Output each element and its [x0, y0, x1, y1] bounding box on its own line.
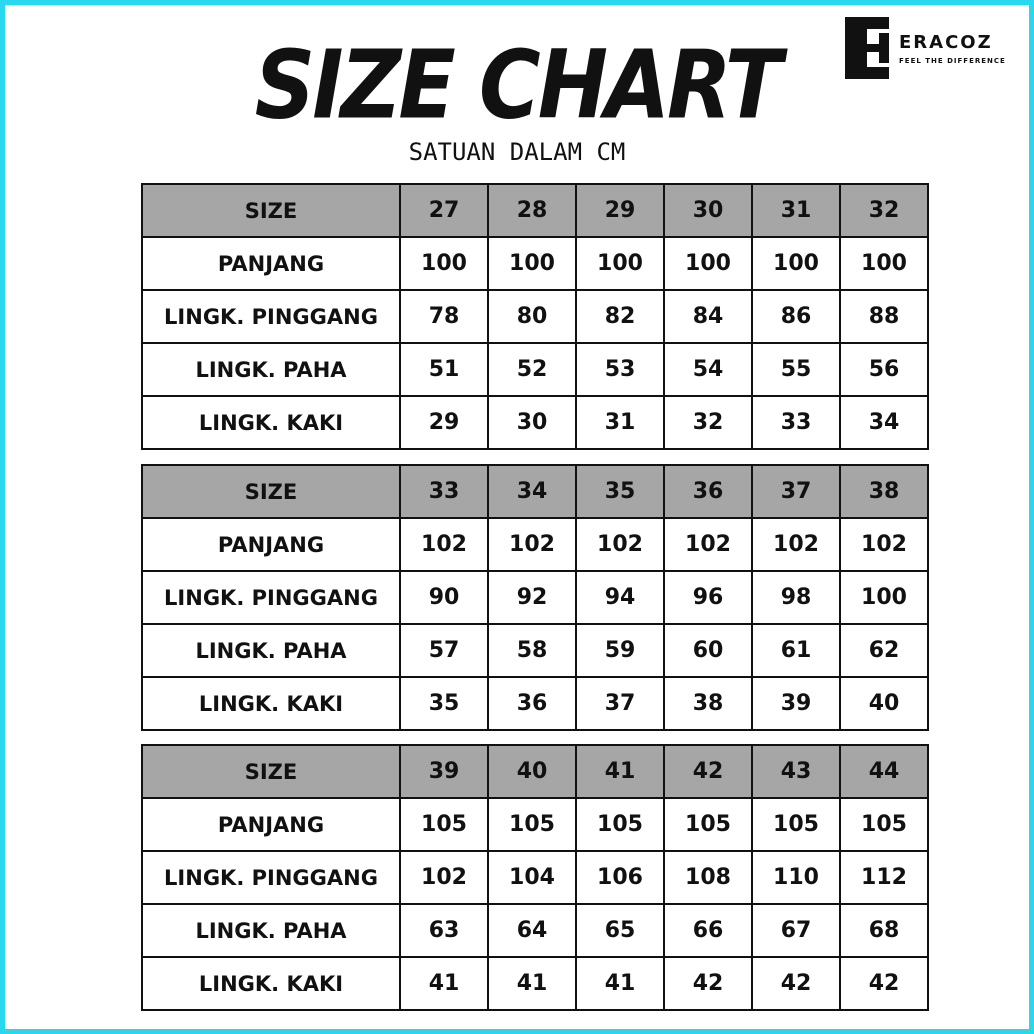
row-label: PANJANG	[142, 237, 400, 290]
size-cell: 30	[664, 184, 752, 237]
size-cell: 38	[840, 465, 928, 518]
row-label: LINGK. PAHA	[142, 343, 400, 396]
value-cell: 82	[576, 290, 664, 343]
table-row	[142, 677, 928, 730]
value-cell: 102	[488, 518, 576, 571]
size-table-2	[141, 464, 929, 731]
value-cell: 94	[576, 571, 664, 624]
size-cell: 31	[752, 184, 840, 237]
table-row	[142, 396, 928, 449]
value-cell: 105	[400, 798, 488, 851]
value-cell: 102	[840, 518, 928, 571]
value-cell: 37	[576, 677, 664, 730]
value-cell: 100	[664, 237, 752, 290]
row-label: SIZE	[142, 465, 400, 518]
value-cell: 65	[576, 904, 664, 957]
row-label: SIZE	[142, 184, 400, 237]
value-cell: 63	[400, 904, 488, 957]
size-cell: 44	[840, 745, 928, 798]
value-cell: 58	[488, 624, 576, 677]
value-cell: 56	[840, 343, 928, 396]
value-cell: 60	[664, 624, 752, 677]
value-cell: 102	[576, 518, 664, 571]
value-cell: 100	[840, 237, 928, 290]
value-cell: 30	[488, 396, 576, 449]
size-cell: 41	[576, 745, 664, 798]
page-title: SIZE CHART	[254, 30, 780, 140]
size-cell: 28	[488, 184, 576, 237]
value-cell: 96	[664, 571, 752, 624]
value-cell: 62	[840, 624, 928, 677]
size-cell: 33	[400, 465, 488, 518]
table-row	[142, 237, 928, 290]
value-cell: 41	[488, 957, 576, 1010]
value-cell: 105	[664, 798, 752, 851]
size-header-row	[142, 465, 928, 518]
row-label: PANJANG	[142, 518, 400, 571]
value-cell: 100	[576, 237, 664, 290]
size-cell: 39	[400, 745, 488, 798]
table-row	[142, 571, 928, 624]
row-label: LINGK. KAKI	[142, 396, 400, 449]
size-table-1	[141, 183, 929, 450]
value-cell: 102	[400, 851, 488, 904]
value-cell: 35	[400, 677, 488, 730]
value-cell: 102	[664, 518, 752, 571]
table-row	[142, 290, 928, 343]
table-row	[142, 518, 928, 571]
value-cell: 106	[576, 851, 664, 904]
unit-subtitle: SATUAN DALAM CM	[408, 138, 626, 166]
table-row	[142, 798, 928, 851]
value-cell: 34	[840, 396, 928, 449]
value-cell: 36	[488, 677, 576, 730]
value-cell: 31	[576, 396, 664, 449]
size-cell: 29	[576, 184, 664, 237]
value-cell: 105	[840, 798, 928, 851]
value-cell: 41	[400, 957, 488, 1010]
table-row	[142, 904, 928, 957]
value-cell: 110	[752, 851, 840, 904]
row-label: LINGK. KAKI	[142, 677, 400, 730]
size-cell: 36	[664, 465, 752, 518]
row-label: SIZE	[142, 745, 400, 798]
size-header-row	[142, 184, 928, 237]
row-label: PANJANG	[142, 798, 400, 851]
size-cell: 34	[488, 465, 576, 518]
table-row	[142, 957, 928, 1010]
row-label: LINGK. PAHA	[142, 624, 400, 677]
size-cell: 27	[400, 184, 488, 237]
value-cell: 39	[752, 677, 840, 730]
value-cell: 105	[488, 798, 576, 851]
value-cell: 42	[840, 957, 928, 1010]
value-cell: 80	[488, 290, 576, 343]
value-cell: 66	[664, 904, 752, 957]
value-cell: 55	[752, 343, 840, 396]
value-cell: 40	[840, 677, 928, 730]
value-cell: 67	[752, 904, 840, 957]
value-cell: 108	[664, 851, 752, 904]
table-row	[142, 624, 928, 677]
value-cell: 86	[752, 290, 840, 343]
table-row	[142, 343, 928, 396]
value-cell: 105	[576, 798, 664, 851]
size-table-3	[141, 744, 929, 1011]
value-cell: 90	[400, 571, 488, 624]
value-cell: 100	[840, 571, 928, 624]
value-cell: 112	[840, 851, 928, 904]
size-cell: 37	[752, 465, 840, 518]
value-cell: 100	[400, 237, 488, 290]
value-cell: 98	[752, 571, 840, 624]
value-cell: 29	[400, 396, 488, 449]
value-cell: 64	[488, 904, 576, 957]
value-cell: 33	[752, 396, 840, 449]
value-cell: 32	[664, 396, 752, 449]
size-cell: 42	[664, 745, 752, 798]
size-cell: 35	[576, 465, 664, 518]
value-cell: 105	[752, 798, 840, 851]
value-cell: 104	[488, 851, 576, 904]
brand-name: ERACOZ	[899, 32, 993, 53]
value-cell: 52	[488, 343, 576, 396]
size-chart-canvas	[5, 5, 1029, 1029]
value-cell: 100	[752, 237, 840, 290]
value-cell: 92	[488, 571, 576, 624]
value-cell: 78	[400, 290, 488, 343]
value-cell: 54	[664, 343, 752, 396]
size-cell: 43	[752, 745, 840, 798]
value-cell: 68	[840, 904, 928, 957]
value-cell: 100	[488, 237, 576, 290]
value-cell: 57	[400, 624, 488, 677]
brand-tagline: FEEL THE DIFFERENCE	[899, 57, 1006, 65]
row-label: LINGK. KAKI	[142, 957, 400, 1010]
value-cell: 102	[752, 518, 840, 571]
value-cell: 41	[576, 957, 664, 1010]
value-cell: 102	[400, 518, 488, 571]
eracoz-logo-icon	[845, 17, 889, 79]
row-label: LINGK. PINGGANG	[142, 290, 400, 343]
size-cell: 40	[488, 745, 576, 798]
table-row	[142, 851, 928, 904]
value-cell: 84	[664, 290, 752, 343]
row-label: LINGK. PINGGANG	[142, 851, 400, 904]
size-header-row	[142, 745, 928, 798]
value-cell: 42	[664, 957, 752, 1010]
value-cell: 53	[576, 343, 664, 396]
row-label: LINGK. PINGGANG	[142, 571, 400, 624]
row-label: LINGK. PAHA	[142, 904, 400, 957]
value-cell: 59	[576, 624, 664, 677]
value-cell: 38	[664, 677, 752, 730]
brand-logo	[845, 17, 1025, 79]
value-cell: 88	[840, 290, 928, 343]
value-cell: 42	[752, 957, 840, 1010]
value-cell: 61	[752, 624, 840, 677]
size-cell: 32	[840, 184, 928, 237]
value-cell: 51	[400, 343, 488, 396]
